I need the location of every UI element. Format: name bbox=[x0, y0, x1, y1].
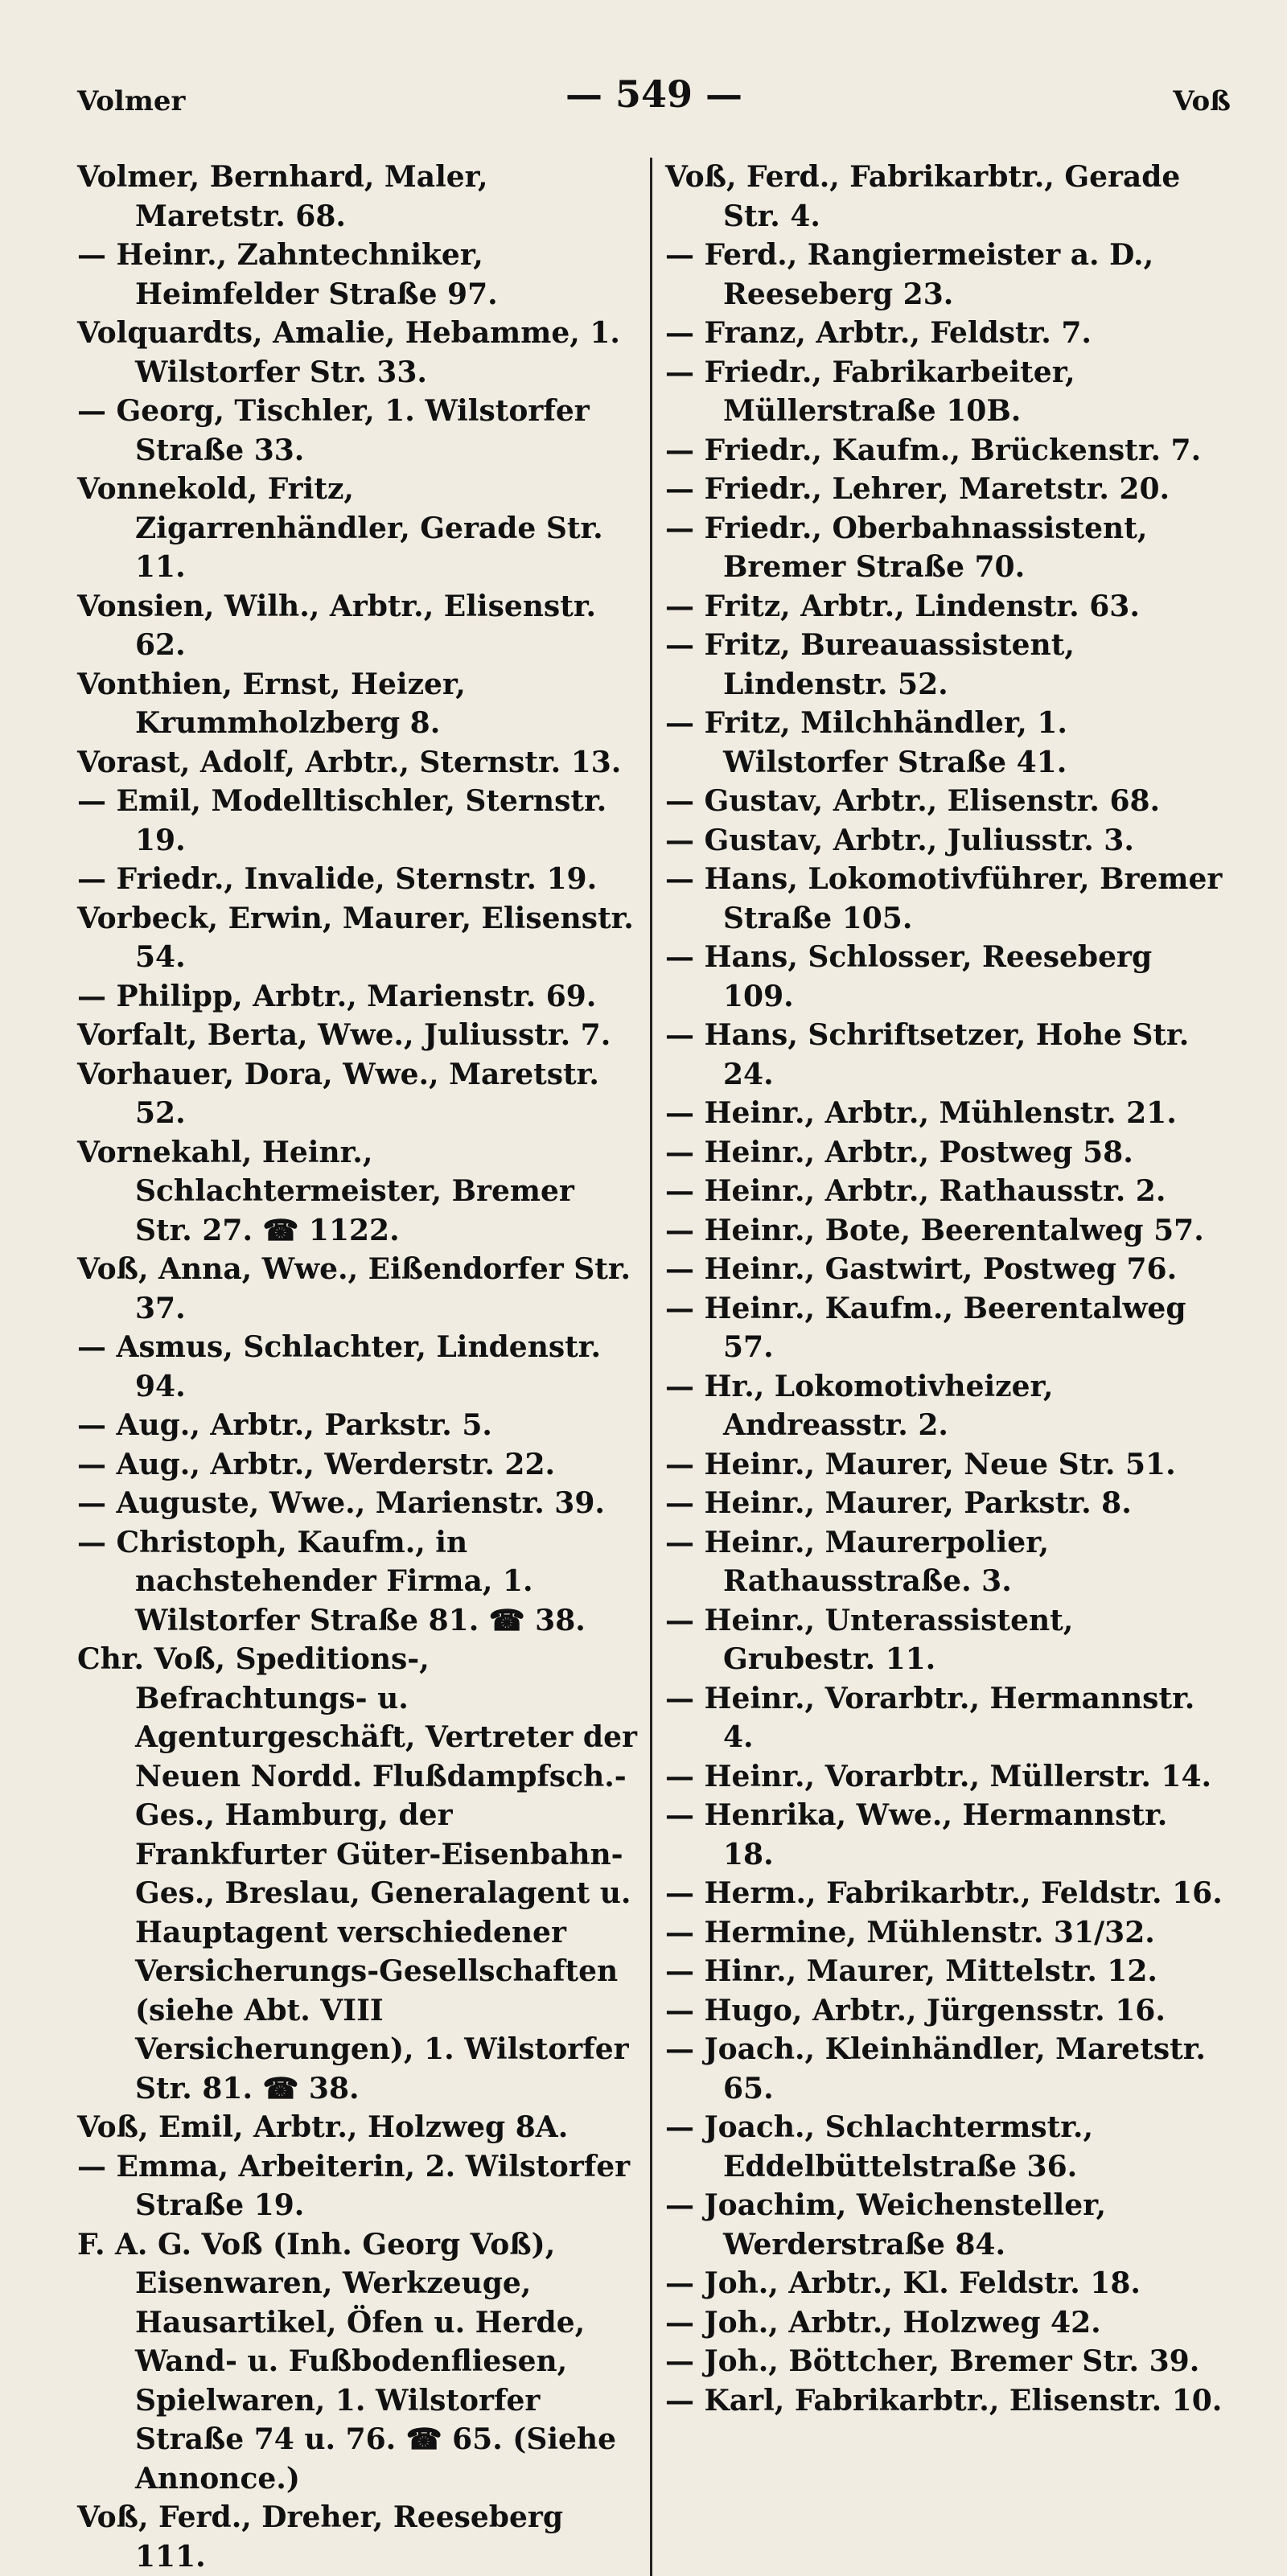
directory-entry: — Joach., Schlachtermstr., Eddelbüttelstraße 36. bbox=[665, 2110, 1094, 2184]
directory-entry: — Hans, Lokomotivführer, Bremer Straße 105. bbox=[665, 862, 1223, 935]
page-number: — 549 — bbox=[565, 72, 743, 116]
directory-entry: — Asmus, Schlachter, Lindenstr. 94. bbox=[77, 1330, 601, 1403]
directory-entry: Vonthien, Ernst, Heizer, Krummholzberg 8. bbox=[77, 667, 466, 740]
directory-entry: — Joh., Arbtr., Holzweg 42. bbox=[665, 2305, 1101, 2340]
directory-entry: — Auguste, Wwe., Marienstr. 39. bbox=[77, 1486, 605, 1520]
directory-entry: Vorhauer, Dora, Wwe., Maretstr. 52. bbox=[77, 1057, 599, 1130]
directory-entry: Vorbeck, Erwin, Maurer, Elisenstr. 54. bbox=[77, 901, 634, 974]
directory-entry: Vorfalt, Berta, Wwe., Juliusstr. 7. bbox=[77, 1018, 611, 1052]
directory-entry: — Joh., Arbtr., Kl. Feldstr. 18. bbox=[665, 2266, 1141, 2300]
directory-entry: Vornekahl, Heinr., Schlachtermeister, Bremer Str. 27. ☎ 1122. bbox=[77, 1135, 574, 1247]
directory-entry: — Christoph, Kaufm., in nachstehender Firma, 1. Wilstorfer Straße 81. ☎ 38. bbox=[77, 1525, 586, 1637]
directory-entry: — Heinr., Vorarbtr., Hermannstr. 4. bbox=[665, 1681, 1195, 1754]
directory-entry: — Emil, Modelltischler, Sternstr. 19. bbox=[77, 784, 607, 857]
directory-entry: Vonnekold, Fritz, Zigarrenhändler, Gerade Str. 11. bbox=[77, 472, 603, 584]
directory-entry: — Aug., Arbtr., Werderstr. 22. bbox=[77, 1447, 556, 1481]
directory-entry: Vorast, Adolf, Arbtr., Sternstr. 13. bbox=[77, 745, 622, 779]
directory-entry: — Heinr., Vorarbtr., Müllerstr. 14. bbox=[665, 1759, 1212, 1793]
directory-entry: — Heinr., Maurer, Parkstr. 8. bbox=[665, 1486, 1132, 1520]
directory-entry: — Fritz, Arbtr., Lindenstr. 63. bbox=[665, 589, 1140, 623]
directory-entry: — Herm., Fabrikarbtr., Feldstr. 16. bbox=[665, 1876, 1223, 1910]
directory-entry: — Gustav, Arbtr., Elisenstr. 68. bbox=[665, 784, 1161, 818]
directory-entry: — Franz, Arbtr., Feldstr. 7. bbox=[665, 316, 1092, 350]
directory-entry: — Hr., Lokomotivheizer, Andreasstr. 2. bbox=[665, 1369, 1054, 1442]
directory-entry: Volmer, Bernhard, Maler, Maretstr. 68. bbox=[77, 160, 488, 233]
directory-entry: Chr. Voß, Speditions-, Befrachtungs- u. Agenturgeschäft, Vertreter der Neuen Nordd. Flußdampfsch.-Ges., Hamburg, der Frankfurter Güter-Eisenbahn-Ges., Breslau, Generalagent u. Hauptagent verschiedener Versicherungs-Gesellschaften (siehe Abt. VIII Versicherungen), 1. Wilstorfer Str. 81. ☎ 38. bbox=[77, 1642, 637, 2106]
directory-entry: — Philipp, Arbtr., Marienstr. 69. bbox=[77, 979, 597, 1013]
directory-entry: Voß, Ferd., Dreher, Reeseberg 111. bbox=[77, 2500, 563, 2574]
directory-entry: — Friedr., Invalide, Sternstr. 19. bbox=[77, 862, 598, 896]
left-column bbox=[77, 158, 650, 2576]
directory-entry: — Aug., Arbtr., Parkstr. 5. bbox=[77, 1408, 492, 1442]
directory-entry: — Hinr., Maurer, Mittelstr. 12. bbox=[665, 1954, 1157, 1988]
directory-entry: — Heinr., Maurer, Neue Str. 51. bbox=[665, 1447, 1176, 1481]
directory-entry: — Heinr., Bote, Beerentalweg 57. bbox=[665, 1213, 1204, 1247]
directory-entry: Voß, Emil, Arbtr., Holzweg 8A. bbox=[77, 2110, 569, 2144]
directory-entry: — Fritz, Milchhändler, 1. Wilstorfer Straße 41. bbox=[665, 706, 1067, 779]
directory-entry: Volquardts, Amalie, Hebamme, 1. Wilstorfer Str. 33. bbox=[77, 316, 620, 389]
directory-entry: Vonsien, Wilh., Arbtr., Elisenstr. 62. bbox=[77, 589, 597, 662]
directory-entry: — Hermine, Mühlenstr. 31/32. bbox=[665, 1915, 1155, 1949]
directory-entry: Voß, Ferd., Fabrikarbtr., Gerade Str. 4. bbox=[665, 160, 1181, 233]
directory-entry: — Heinr., Unterassistent, Grubestr. 11. bbox=[665, 1603, 1074, 1676]
directory-entry: — Heinr., Kaufm., Beerentalweg 57. bbox=[665, 1291, 1186, 1364]
directory-entry: — Heinr., Arbtr., Rathausstr. 2. bbox=[665, 1174, 1166, 1208]
directory-entry: — Fritz, Bureauassistent, Lindenstr. 52. bbox=[665, 628, 1075, 701]
page-header bbox=[77, 72, 1231, 142]
running-head-right: Voß bbox=[1173, 85, 1231, 117]
directory-entry: — Friedr., Lehrer, Maretstr. 20. bbox=[665, 472, 1170, 506]
directory-entry: — Friedr., Fabrikarbeiter, Müllerstraße 10B. bbox=[665, 355, 1075, 428]
directory-entry: — Ferd., Rangiermeister a. D., Reeseberg 23. bbox=[665, 238, 1154, 311]
directory-entry: — Heinr., Arbtr., Postweg 58. bbox=[665, 1135, 1133, 1169]
directory-entry: — Hans, Schriftsetzer, Hohe Str. 24. bbox=[665, 1018, 1190, 1091]
directory-entry: — Georg, Tischler, 1. Wilstorfer Straße 33. bbox=[77, 394, 590, 467]
directory-entry: Voß, Anna, Wwe., Eißendorfer Str. 37. bbox=[77, 1252, 631, 1325]
directory-entry: — Joh., Böttcher, Bremer Str. 39. bbox=[665, 2344, 1200, 2378]
directory-entry: — Friedr., Kaufm., Brückenstr. 7. bbox=[665, 433, 1202, 467]
directory-entry: F. A. G. Voß (Inh. Georg Voß), Eisenwaren, Werkzeuge, Hausartikel, Öfen u. Herde, Wand- u. Fußbodenfliesen, Spielwaren, 1. Wilstorfer Straße 74 u. 76. ☎ 65. (Siehe Annonce.) bbox=[77, 2227, 616, 2496]
directory-entry: — Joach., Kleinhändler, Maretstr. 65. bbox=[665, 2032, 1206, 2106]
directory-entry: — Hans, Schlosser, Reeseberg 109. bbox=[665, 940, 1153, 1013]
directory-entry: — Heinr., Maurerpolier, Rathausstraße. 3. bbox=[665, 1525, 1050, 1598]
directory-entry: — Hugo, Arbtr., Jürgensstr. 16. bbox=[665, 1993, 1166, 2028]
columns bbox=[77, 158, 1231, 2576]
directory-entry: — Gustav, Arbtr., Juliusstr. 3. bbox=[665, 823, 1134, 857]
directory-entry: — Karl, Fabrikarbtr., Elisenstr. 10. bbox=[665, 2383, 1223, 2418]
directory-entry: — Emma, Arbeiterin, 2. Wilstorfer Straße 19. bbox=[77, 2149, 631, 2222]
directory-entry: — Heinr., Gastwirt, Postweg 76. bbox=[665, 1252, 1178, 1286]
directory-entry: — Heinr., Arbtr., Mühlenstr. 21. bbox=[665, 1096, 1177, 1130]
directory-entry: — Heinr., Zahntechniker, Heimfelder Straße 97. bbox=[77, 238, 498, 311]
directory-entry: — Friedr., Oberbahnassistent, Bremer Straße 70. bbox=[665, 511, 1148, 584]
directory-entry: — Henrika, Wwe., Hermannstr. 18. bbox=[665, 1798, 1168, 1871]
right-column bbox=[652, 158, 1225, 2576]
directory-entry: — Joachim, Weichensteller, Werderstraße 84. bbox=[665, 2188, 1107, 2262]
running-head-left: Volmer bbox=[77, 85, 186, 117]
